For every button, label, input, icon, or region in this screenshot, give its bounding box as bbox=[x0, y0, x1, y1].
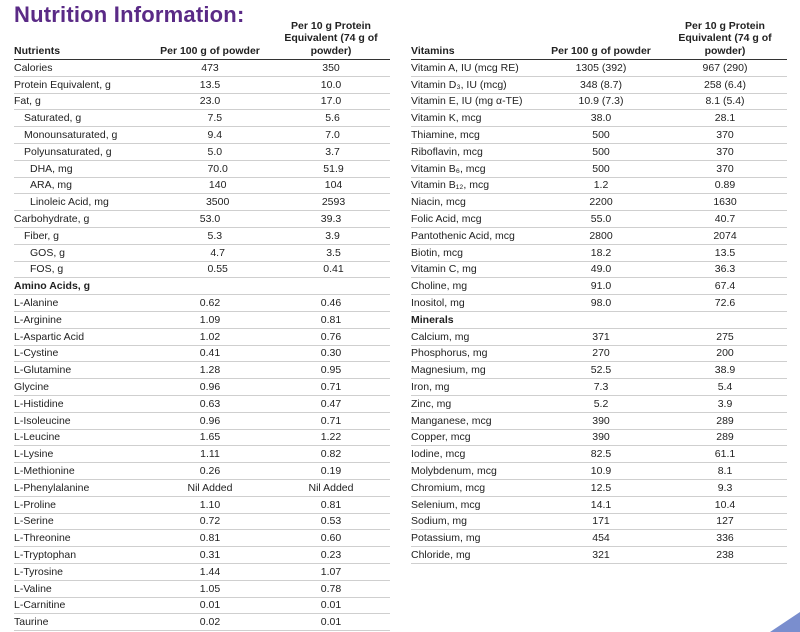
value-per-100g: 82.5 bbox=[590, 448, 612, 461]
row-label: Linoleic Acid, mg bbox=[30, 196, 109, 209]
table-row bbox=[14, 598, 390, 615]
value-per-100g: 0.62 bbox=[199, 297, 221, 310]
value-per-10g-pe: 0.46 bbox=[320, 297, 342, 310]
value-per-10g-pe: 5.6 bbox=[325, 112, 340, 125]
value-per-10g-pe: 2593 bbox=[321, 196, 346, 209]
table-row bbox=[14, 497, 390, 514]
value-per-10g-pe: 28.1 bbox=[714, 112, 736, 125]
value-per-10g-pe: 370 bbox=[716, 129, 734, 142]
value-per-100g: 1.2 bbox=[593, 179, 609, 192]
row-label: ARA, mg bbox=[30, 179, 73, 192]
table-row bbox=[14, 614, 390, 631]
value-per-100g: 3500 bbox=[205, 196, 230, 209]
table-row bbox=[14, 245, 390, 262]
value-per-100g: 0.26 bbox=[199, 465, 221, 478]
header-per-10g-pe: Per 10 g Protein Equivalent (74 g of powder) bbox=[678, 19, 772, 57]
table-row bbox=[411, 329, 787, 346]
value-per-10g-pe: 40.7 bbox=[714, 213, 736, 226]
value-per-100g: 1305 (392) bbox=[575, 61, 627, 74]
row-label: Copper, mcg bbox=[411, 431, 471, 444]
table-row bbox=[411, 346, 787, 363]
table-row bbox=[14, 228, 390, 245]
row-label: L-Phenylalanine bbox=[14, 481, 90, 494]
row-label: Inositol, mg bbox=[411, 297, 465, 310]
table-row bbox=[14, 194, 390, 211]
value-per-10g-pe: 1.22 bbox=[320, 431, 342, 444]
table-row bbox=[411, 110, 787, 127]
row-label: L-Carnitine bbox=[14, 599, 66, 612]
row-label: Riboflavin, mcg bbox=[411, 145, 483, 158]
value-per-100g: 70.0 bbox=[207, 162, 228, 175]
value-per-10g-pe: 0.89 bbox=[714, 179, 736, 192]
value-per-10g-pe: 275 bbox=[716, 330, 734, 343]
table-row bbox=[411, 211, 787, 228]
table-row bbox=[14, 110, 390, 127]
value-per-100g: 7.3 bbox=[593, 381, 609, 394]
row-label: L-Alanine bbox=[14, 297, 59, 310]
table-row bbox=[14, 262, 390, 279]
vitamins-table-header bbox=[411, 19, 787, 60]
table-row bbox=[411, 178, 787, 195]
value-per-10g-pe: 0.41 bbox=[323, 263, 344, 276]
row-label: L-Methionine bbox=[14, 465, 75, 478]
value-per-100g: 500 bbox=[592, 145, 610, 158]
header-per-100g: Per 100 g of powder bbox=[160, 44, 260, 57]
page-title: Nutrition Information: bbox=[14, 2, 245, 27]
value-per-10g-pe: 238 bbox=[716, 549, 734, 561]
value-per-10g-pe: 258 (6.4) bbox=[703, 78, 747, 91]
row-label: L-Lysine bbox=[14, 448, 54, 461]
value-per-100g: 53.0 bbox=[199, 213, 221, 226]
value-per-100g: 270 bbox=[592, 347, 610, 360]
value-per-10g-pe: 13.5 bbox=[714, 246, 736, 259]
table-row bbox=[14, 396, 390, 413]
row-label: L-Arginine bbox=[14, 313, 62, 326]
table-row bbox=[411, 77, 787, 94]
value-per-10g-pe: 0.60 bbox=[320, 532, 342, 545]
value-per-100g: 473 bbox=[201, 61, 219, 74]
table-row bbox=[411, 480, 787, 497]
vitamins-minerals-table bbox=[411, 19, 787, 564]
value-per-100g: 1.09 bbox=[199, 313, 221, 326]
value-per-10g-pe: 0.71 bbox=[320, 414, 342, 427]
table-row bbox=[14, 530, 390, 547]
row-label: L-Tryptophan bbox=[14, 549, 77, 561]
value-per-10g-pe: 7.0 bbox=[325, 129, 340, 142]
row-label: Vitamin C, mg bbox=[411, 263, 477, 276]
table-row bbox=[411, 396, 787, 413]
row-label: Vitamin B₆, mcg bbox=[411, 162, 486, 175]
table-row bbox=[411, 94, 787, 111]
table-row bbox=[411, 278, 787, 295]
row-label: Biotin, mcg bbox=[411, 246, 463, 259]
value-per-10g-pe: 350 bbox=[322, 61, 340, 74]
table-row bbox=[14, 94, 390, 111]
table-row bbox=[14, 329, 390, 346]
value-per-10g-pe: 0.23 bbox=[320, 549, 342, 561]
value-per-10g-pe: 2074 bbox=[713, 229, 737, 242]
table-row bbox=[411, 127, 787, 144]
value-per-10g-pe: 9.3 bbox=[717, 481, 733, 494]
page-corner-decoration bbox=[760, 612, 800, 632]
row-label: FOS, g bbox=[30, 263, 64, 276]
table-row bbox=[14, 312, 390, 329]
value-per-100g: 52.5 bbox=[590, 364, 612, 377]
table-row bbox=[411, 362, 787, 379]
value-per-100g: 38.0 bbox=[590, 112, 612, 125]
value-per-100g: 321 bbox=[592, 549, 610, 561]
row-label: Monounsaturated, g bbox=[24, 129, 118, 142]
value-per-10g-pe: 0.78 bbox=[320, 582, 342, 595]
row-label: Vitamin K, mcg bbox=[411, 112, 482, 125]
value-per-100g: 55.0 bbox=[590, 213, 612, 226]
row-label: Zinc, mg bbox=[411, 397, 452, 410]
row-label: Chromium, mcg bbox=[411, 481, 486, 494]
value-per-100g: 0.81 bbox=[199, 532, 221, 545]
table-row bbox=[411, 194, 787, 211]
value-per-100g: 14.1 bbox=[590, 498, 612, 511]
table-row bbox=[14, 564, 390, 581]
row-label: Calories bbox=[14, 61, 53, 74]
value-per-100g: 0.72 bbox=[199, 515, 221, 528]
value-per-100g: 49.0 bbox=[590, 263, 612, 276]
table-row bbox=[14, 211, 390, 228]
table-row bbox=[14, 430, 390, 447]
row-label: L-Valine bbox=[14, 582, 52, 595]
value-per-100g: 98.0 bbox=[590, 297, 612, 310]
row-label: Carbohydrate, g bbox=[14, 213, 90, 226]
value-per-100g: 500 bbox=[592, 129, 610, 142]
value-per-100g: 371 bbox=[592, 330, 610, 343]
value-per-10g-pe: 5.4 bbox=[717, 381, 733, 394]
table-row bbox=[411, 379, 787, 396]
table-row bbox=[411, 430, 787, 447]
value-per-10g-pe: 0.95 bbox=[320, 364, 342, 377]
value-per-100g: 10.9 (7.3) bbox=[578, 95, 624, 108]
row-label: Vitamin A, IU (mcg RE) bbox=[411, 61, 519, 74]
value-per-100g: 140 bbox=[208, 179, 227, 192]
row-label: L-Isoleucine bbox=[14, 414, 71, 427]
value-per-10g-pe: 370 bbox=[716, 162, 734, 175]
row-label: Iodine, mcg bbox=[411, 448, 466, 461]
row-label: L-Serine bbox=[14, 515, 54, 528]
row-label: Phosphorus, mg bbox=[411, 347, 488, 360]
value-per-10g-pe: 3.5 bbox=[326, 246, 341, 259]
table-row bbox=[14, 463, 390, 480]
table-row bbox=[411, 446, 787, 463]
row-label: Iron, mg bbox=[411, 381, 450, 394]
value-per-100g: 2200 bbox=[589, 196, 613, 209]
row-label: Vitamin E, IU (mg α-TE) bbox=[411, 95, 523, 108]
value-per-100g: 390 bbox=[592, 414, 610, 427]
row-label: Potassium, mg bbox=[411, 532, 481, 545]
value-per-100g: 23.0 bbox=[199, 95, 221, 108]
value-per-100g: 1.02 bbox=[199, 330, 221, 343]
row-label: L-Leucine bbox=[14, 431, 61, 444]
value-per-100g: 9.4 bbox=[207, 129, 223, 142]
nutrients-table bbox=[14, 19, 390, 631]
value-per-100g: 0.31 bbox=[199, 549, 221, 561]
value-per-100g: 390 bbox=[592, 431, 610, 444]
value-per-100g: 5.2 bbox=[593, 397, 609, 410]
row-label: Choline, mg bbox=[411, 280, 468, 293]
row-label: L-Tyrosine bbox=[14, 565, 64, 578]
row-label: Protein Equivalent, g bbox=[14, 78, 111, 91]
vitamins-table-body bbox=[411, 60, 787, 564]
value-per-10g-pe: 336 bbox=[716, 532, 734, 545]
nutrients-table-header bbox=[14, 19, 390, 60]
row-label: Pantothenic Acid, mcg bbox=[411, 229, 515, 242]
table-row bbox=[14, 144, 390, 161]
value-per-10g-pe: 3.9 bbox=[325, 229, 340, 242]
row-label: GOS, g bbox=[30, 246, 66, 259]
row-label: L-Glutamine bbox=[14, 364, 72, 377]
table-row bbox=[14, 379, 390, 396]
row-label: DHA, mg bbox=[30, 162, 73, 175]
table-row bbox=[411, 262, 787, 279]
row-label: Niacin, mcg bbox=[411, 196, 466, 209]
value-per-100g: 1.11 bbox=[200, 448, 220, 461]
value-per-10g-pe: 39.3 bbox=[320, 213, 342, 226]
value-per-100g: 0.63 bbox=[199, 397, 221, 410]
value-per-10g-pe: 200 bbox=[716, 347, 734, 360]
table-row bbox=[411, 295, 787, 312]
value-per-100g: 13.5 bbox=[199, 78, 221, 91]
row-label: Taurine bbox=[14, 616, 49, 629]
table-row bbox=[14, 547, 390, 564]
value-per-10g-pe: 51.9 bbox=[323, 162, 344, 175]
row-label: Amino Acids, g bbox=[14, 280, 91, 293]
value-per-100g: 1.28 bbox=[199, 364, 221, 377]
table-row bbox=[411, 547, 787, 564]
row-label: Vitamin D₃, IU (mcg) bbox=[411, 78, 507, 91]
value-per-10g-pe: 0.81 bbox=[320, 498, 342, 511]
table-row bbox=[411, 161, 787, 178]
row-label: Glycine bbox=[14, 381, 50, 394]
header-per-100g: Per 100 g of powder bbox=[551, 44, 651, 57]
row-label: L-Cystine bbox=[14, 347, 59, 360]
value-per-100g: 12.5 bbox=[590, 481, 612, 494]
value-per-100g: Nil Added bbox=[187, 481, 233, 494]
table-row bbox=[14, 278, 390, 295]
value-per-10g-pe: 0.01 bbox=[320, 616, 342, 629]
table-row bbox=[411, 60, 787, 77]
row-label: Folic Acid, mcg bbox=[411, 213, 482, 226]
value-per-10g-pe: 0.71 bbox=[320, 381, 342, 394]
value-per-10g-pe: 10.4 bbox=[714, 498, 736, 511]
value-per-100g: 1.65 bbox=[199, 431, 221, 444]
table-row bbox=[14, 413, 390, 430]
value-per-100g: 1.10 bbox=[199, 498, 221, 511]
value-per-10g-pe: 3.9 bbox=[717, 397, 733, 410]
value-per-10g-pe: 127 bbox=[716, 515, 734, 528]
value-per-100g: 500 bbox=[592, 162, 610, 175]
row-label: L-Threonine bbox=[14, 532, 71, 545]
value-per-100g: 0.55 bbox=[207, 263, 228, 276]
value-per-10g-pe: 17.0 bbox=[320, 95, 342, 108]
value-per-100g: 7.5 bbox=[207, 112, 223, 125]
value-per-10g-pe: 289 bbox=[716, 414, 734, 427]
value-per-100g: 0.96 bbox=[199, 381, 221, 394]
value-per-10g-pe: 8.1 (5.4) bbox=[705, 95, 745, 108]
value-per-10g-pe: 36.3 bbox=[714, 263, 736, 276]
table-row bbox=[411, 463, 787, 480]
row-label: L-Aspartic Acid bbox=[14, 330, 85, 343]
value-per-10g-pe: 0.82 bbox=[320, 448, 342, 461]
value-per-100g: 5.0 bbox=[207, 145, 223, 158]
value-per-10g-pe: 3.7 bbox=[325, 145, 340, 158]
row-label: Sodium, mg bbox=[411, 515, 468, 528]
row-label: Molybdenum, mcg bbox=[411, 465, 497, 478]
table-row bbox=[14, 581, 390, 598]
value-per-10g-pe: 289 bbox=[716, 431, 734, 444]
row-label: Fat, g bbox=[14, 95, 41, 108]
table-row bbox=[14, 127, 390, 144]
table-row bbox=[411, 228, 787, 245]
value-per-100g: 348 (8.7) bbox=[579, 78, 623, 91]
table-row bbox=[14, 346, 390, 363]
row-label: Thiamine, mcg bbox=[411, 129, 480, 142]
table-row bbox=[411, 514, 787, 531]
value-per-10g-pe: 104 bbox=[324, 179, 343, 192]
header-nutrients: Nutrients bbox=[14, 44, 61, 57]
value-per-10g-pe: 967 (290) bbox=[702, 61, 748, 74]
header-vitamins: Vitamins bbox=[411, 44, 455, 57]
table-row bbox=[411, 530, 787, 547]
value-per-100g: 0.02 bbox=[199, 616, 221, 629]
row-label: Saturated, g bbox=[24, 112, 82, 125]
table-row bbox=[14, 60, 390, 77]
value-per-100g: 1.44 bbox=[199, 565, 221, 578]
value-per-10g-pe: 0.01 bbox=[320, 599, 342, 612]
value-per-10g-pe: 1.07 bbox=[320, 565, 342, 578]
table-row bbox=[14, 446, 390, 463]
row-label: Vitamin B₁₂, mcg bbox=[411, 179, 490, 192]
value-per-100g: 171 bbox=[592, 515, 610, 528]
value-per-10g-pe: 370 bbox=[716, 145, 734, 158]
value-per-10g-pe: 0.47 bbox=[320, 397, 342, 410]
header-per-10g-pe: Per 10 g Protein Equivalent (74 g of powder) bbox=[284, 19, 378, 57]
value-per-100g: 0.96 bbox=[199, 414, 221, 427]
value-per-10g-pe: 0.76 bbox=[320, 330, 342, 343]
value-per-100g: 2800 bbox=[589, 229, 613, 242]
value-per-100g: 91.0 bbox=[590, 280, 612, 293]
row-label: Selenium, mcg bbox=[411, 498, 481, 511]
value-per-10g-pe: 61.1 bbox=[714, 448, 736, 461]
row-label: Chloride, mg bbox=[411, 549, 471, 561]
value-per-100g: 0.41 bbox=[199, 347, 221, 360]
table-row bbox=[411, 497, 787, 514]
table-row bbox=[411, 245, 787, 262]
value-per-10g-pe: 0.19 bbox=[320, 465, 342, 478]
row-label: Manganese, mcg bbox=[411, 414, 492, 427]
value-per-100g: 4.7 bbox=[210, 246, 225, 259]
row-label: Fiber, g bbox=[24, 229, 60, 242]
row-label: Calcium, mg bbox=[411, 330, 470, 343]
table-row bbox=[14, 161, 390, 178]
value-per-10g-pe: 67.4 bbox=[714, 280, 736, 293]
value-per-10g-pe: 8.1 bbox=[717, 465, 733, 478]
table-row bbox=[14, 362, 390, 379]
value-per-10g-pe: 38.9 bbox=[714, 364, 736, 377]
value-per-10g-pe: 10.0 bbox=[320, 78, 342, 91]
row-label: L-Histidine bbox=[14, 397, 64, 410]
table-row bbox=[14, 480, 390, 497]
value-per-100g: 1.05 bbox=[199, 582, 221, 595]
value-per-100g: 454 bbox=[592, 532, 610, 545]
value-per-100g: 0.01 bbox=[199, 599, 221, 612]
value-per-10g-pe: 0.53 bbox=[320, 515, 342, 528]
value-per-10g-pe: 0.81 bbox=[320, 313, 342, 326]
row-label: L-Proline bbox=[14, 498, 57, 511]
row-label: Polyunsaturated, g bbox=[24, 145, 112, 158]
value-per-10g-pe: 1630 bbox=[713, 196, 737, 209]
value-per-100g: 5.3 bbox=[207, 229, 223, 242]
table-row bbox=[411, 413, 787, 430]
nutrients-table-body bbox=[14, 60, 390, 631]
value-per-100g: 18.2 bbox=[590, 246, 612, 259]
table-row bbox=[14, 178, 390, 195]
table-row bbox=[411, 144, 787, 161]
value-per-100g: 10.9 bbox=[590, 465, 612, 478]
table-row bbox=[14, 77, 390, 94]
value-per-10g-pe: 72.6 bbox=[714, 297, 736, 310]
row-label: Minerals bbox=[411, 313, 454, 326]
row-label: Magnesium, mg bbox=[411, 364, 486, 377]
table-row bbox=[14, 295, 390, 312]
value-per-10g-pe: Nil Added bbox=[308, 481, 354, 494]
table-row bbox=[14, 514, 390, 531]
value-per-10g-pe: 0.30 bbox=[320, 347, 342, 360]
table-row bbox=[411, 312, 787, 329]
